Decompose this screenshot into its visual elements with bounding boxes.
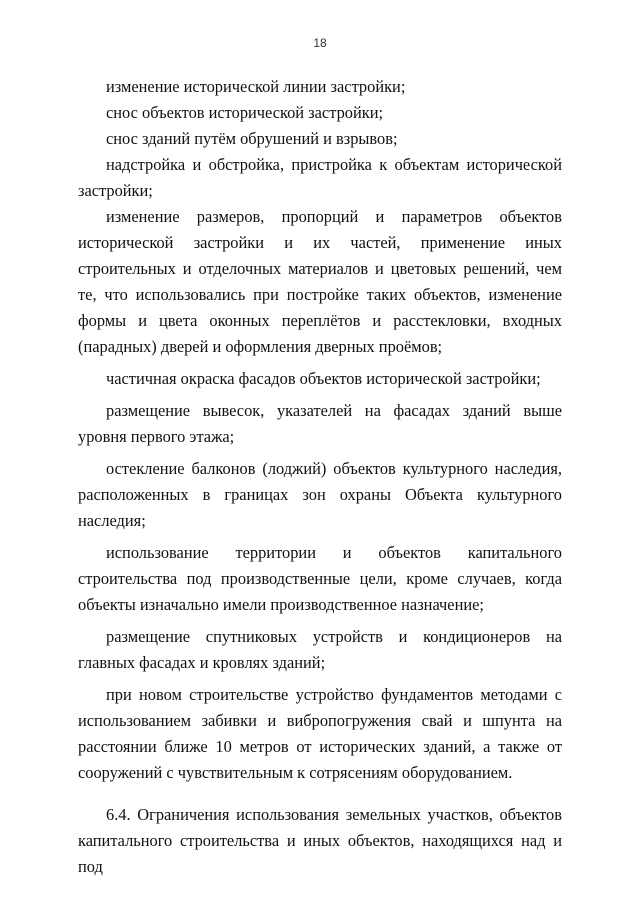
page-number: 18 — [313, 36, 327, 50]
paragraph: 6.4. Ограничения использования земельных участков, объектов капитального строительства и иных объектов, находящихся над и под — [78, 805, 562, 876]
paragraph: размещение спутниковых устройств и кондиционеров на главных фасадах и кровлях зданий; — [78, 627, 562, 672]
paragraph: снос зданий путём обрушений и взрывов; — [106, 129, 398, 148]
paragraph: остекление балконов (лоджий) объектов культурного наследия, расположенных в границах зон охраны Объекта культурного наследия; — [78, 459, 562, 530]
paragraph: размещение вывесок, указателей на фасадах зданий выше уровня первого этажа; — [78, 401, 562, 446]
paragraph: при новом строительстве устройство фундаментов методами с использованием забивки и вибропогружения свай и шпунта на расстоянии ближе 10 метров от исторических зданий, а также от сооружений с чувствительным к сотрясениям оборудованием. — [78, 685, 562, 782]
paragraph: снос объектов исторической застройки; — [106, 103, 384, 122]
paragraph: изменение размеров, пропорций и параметров объектов исторической застройки и их частей, применение иных строительных и отделочных материалов и цветовых решений, чем те, что использовались при постройке таких объектов, изменение формы и цвета оконных переплётов и расстекловки, входных (парадных) дверей и оформления дверных проёмов; — [78, 207, 562, 356]
paragraph: использование территории и объектов капитального строительства под производственные цели, кроме случаев, когда объекты изначально имели производственное назначение; — [78, 543, 562, 614]
document-body — [78, 74, 562, 880]
paragraph: изменение исторической линии застройки; — [106, 77, 406, 96]
paragraph: частичная окраска фасадов объектов исторической застройки; — [106, 369, 541, 388]
paragraph: надстройка и обстройка, пристройка к объектам исторической застройки; — [78, 155, 562, 200]
